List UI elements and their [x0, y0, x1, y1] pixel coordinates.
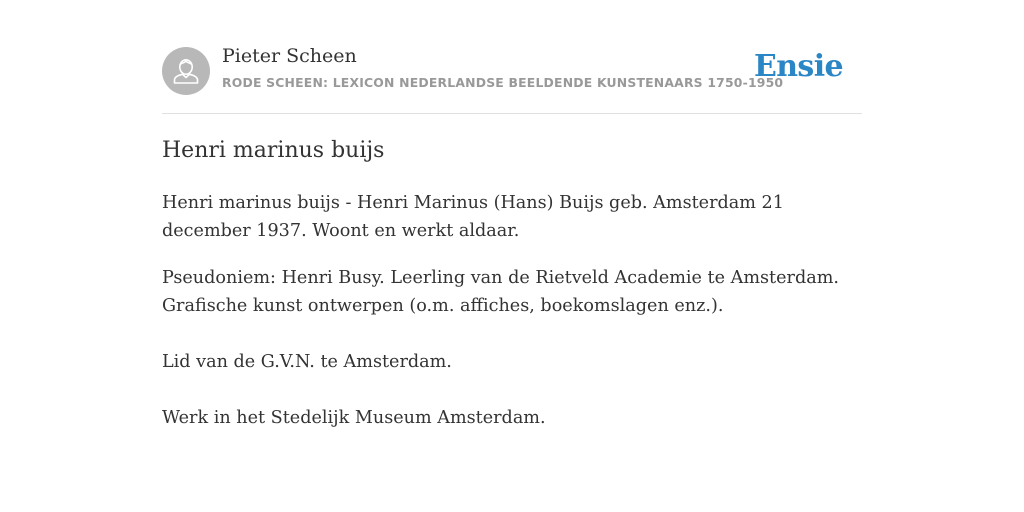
- paragraph-2-line-1: Pseudoniem: Henri Busy. Leerling van de Rietveld Academie te Amsterdam.: [162, 268, 839, 288]
- source-label[interactable]: RODE SCHEEN: LEXICON NEDERLANDSE BEELDENDE KUNSTENAARS 1750-1950: [222, 75, 784, 90]
- paragraph-1: Henri marinus buijs - Henri Marinus (Hans) Buijs geb. Amsterdam 21 december 1937. Woont en werkt aldaar.: [162, 193, 784, 241]
- page-title: Henri marinus buijs: [162, 138, 385, 163]
- ensie-logo[interactable]: Ensie: [753, 49, 843, 84]
- paragraph-2-line-3: Lid van de G.V.N. te Amsterdam.: [162, 352, 452, 372]
- author-name[interactable]: Pieter Scheen: [222, 45, 357, 67]
- article-body: [162, 189, 862, 432]
- paragraph-2-line-2: Grafische kunst ontwerpen (o.m. affiches, boekomslagen enz.).: [162, 296, 724, 316]
- line-break: [162, 320, 862, 348]
- line-break: [162, 376, 862, 404]
- article-card: [162, 0, 862, 428]
- user-avatar-icon: [162, 47, 210, 95]
- paragraph-2-line-4: Werk in het Stedelijk Museum Amsterdam.: [162, 408, 546, 428]
- article-header: [162, 0, 862, 114]
- avatar[interactable]: [162, 47, 210, 95]
